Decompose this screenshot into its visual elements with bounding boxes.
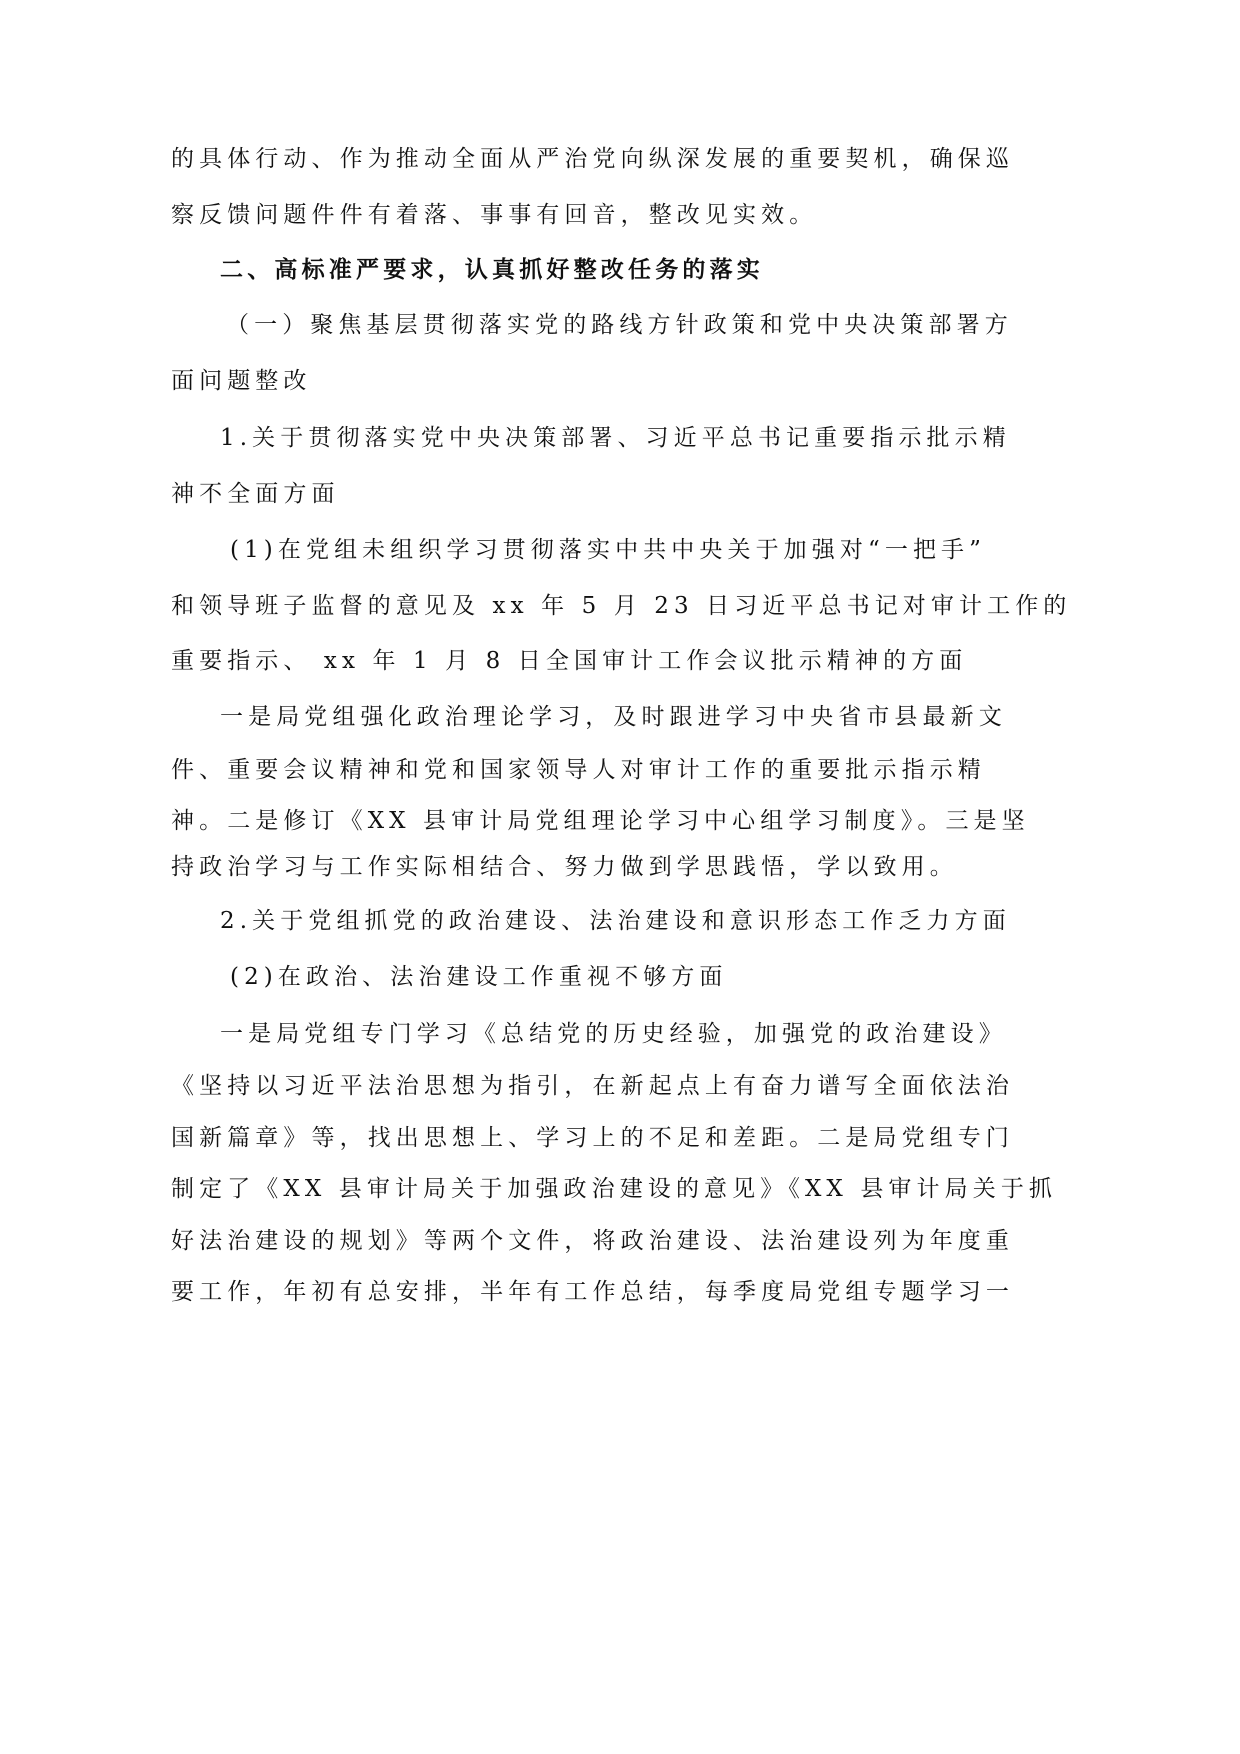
body-text-line: 神。二是修订《XX 县审计局党组理论学习中心组学习制度》。三是坚 xyxy=(171,808,1030,834)
body-text-line: 要工作，年初有总安排，半年有工作总结，每季度局党组专题学习一 xyxy=(171,1279,1014,1305)
body-text-line: 一是局党组强化政治理论学习，及时跟进学习中央省市县最新文 xyxy=(220,704,1007,730)
sub-item-heading-continued: 和领导班子监督的意见及 xx 年 5 月 23 日习近平总书记对审计工作的 xyxy=(171,593,1072,619)
item-heading: 1.关于贯彻落实党中央决策部署、习近平总书记重要指示批示精 xyxy=(220,425,1011,451)
sub-item-heading: (1)在党组未组织学习贯彻落实中共中央关于加强对“一把手” xyxy=(230,537,986,563)
body-text-line: 的具体行动、作为推动全面从严治党向纵深发展的重要契机，确保巡 xyxy=(171,146,1014,172)
sub-item-heading: (2)在政治、法治建设工作重视不够方面 xyxy=(230,964,728,990)
subsection-heading: （一）聚焦基层贯彻落实党的路线方针政策和党中央决策部署方 xyxy=(226,312,1013,338)
body-text-line: 一是局党组专门学习《总结党的历史经验，加强党的政治建设》 xyxy=(220,1021,1007,1047)
body-text-line: 件、重要会议精神和党和国家领导人对审计工作的重要批示指示精 xyxy=(171,757,986,783)
body-text-line: 察反馈问题件件有着落、事事有回音，整改见实效。 xyxy=(171,202,818,228)
body-text-line: 好法治建设的规划》等两个文件，将政治建设、法治建设列为年度重 xyxy=(171,1228,1014,1254)
item-heading: 2.关于党组抓党的政治建设、法治建设和意识形态工作乏力方面 xyxy=(220,908,1011,934)
sub-item-heading-continued: 重要指示、 xx 年 1 月 8 日全国审计工作会议批示精神的方面 xyxy=(171,648,968,674)
item-heading-continued: 神不全面方面 xyxy=(171,481,340,507)
body-text-line: 《坚持以习近平法治思想为指引，在新起点上有奋力谱写全面依法治 xyxy=(171,1073,1014,1099)
section-heading: 二、高标准严要求，认真抓好整改任务的落实 xyxy=(220,257,764,283)
subsection-heading-continued: 面问题整改 xyxy=(171,368,312,394)
body-text-line: 国新篇章》等，找出思想上、学习上的不足和差距。二是局党组专门 xyxy=(171,1125,1014,1151)
body-text-line: 持政治学习与工作实际相结合、努力做到学思践悟，学以致用。 xyxy=(171,854,958,880)
body-text-line: 制定了《XX 县审计局关于加强政治建设的意见》《XX 县审计局关于抓 xyxy=(171,1176,1058,1202)
